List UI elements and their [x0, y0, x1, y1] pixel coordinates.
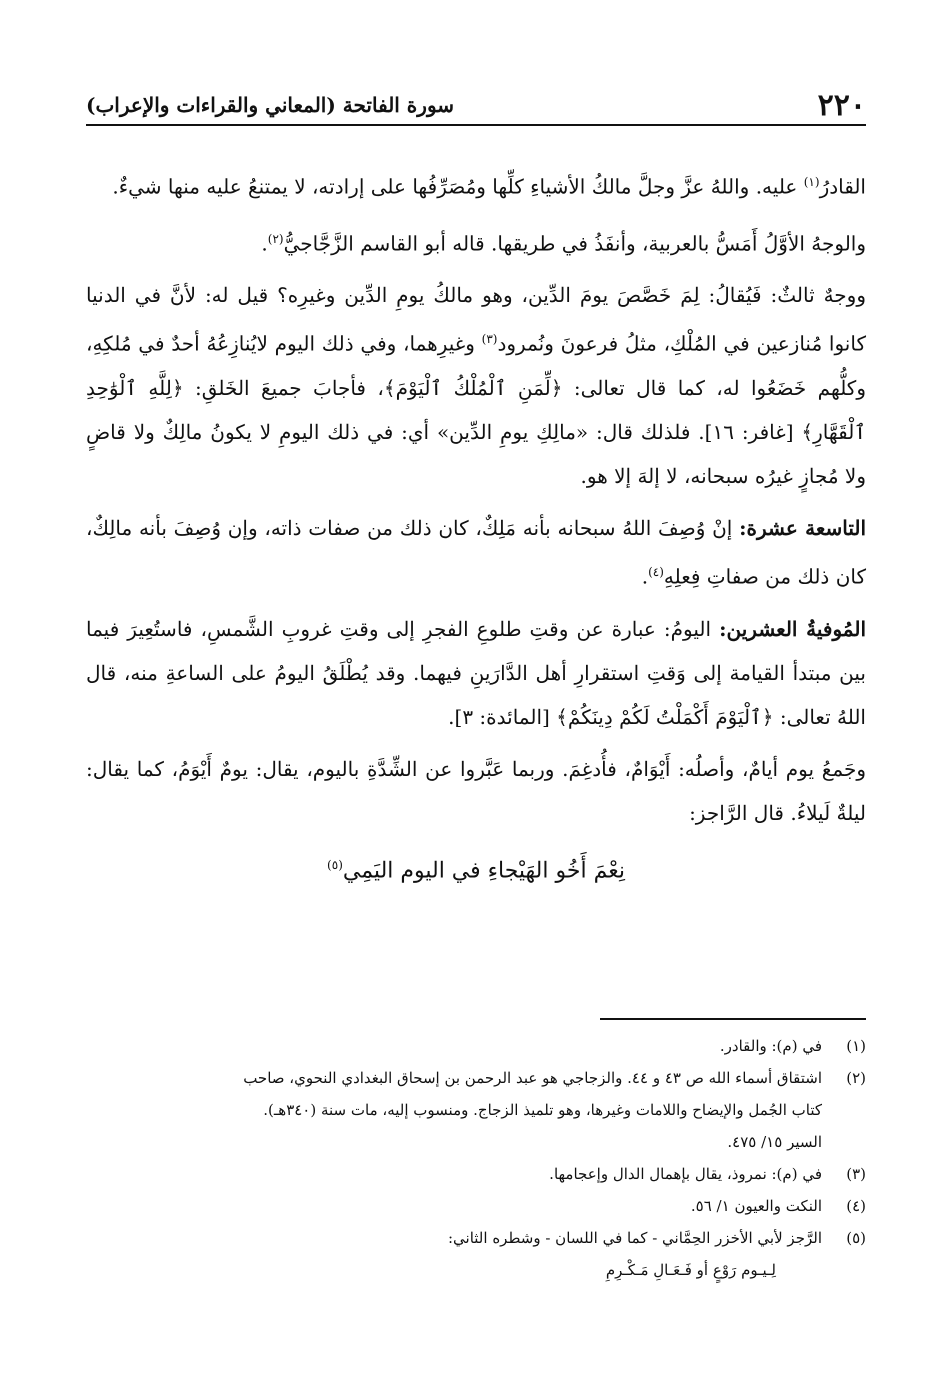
footnote-text: في (م): والقادر. [719, 1037, 822, 1055]
footnote-text: اشتقاق أسماء الله ص ٤٣ و ٤٤. والزجاجي هو عبد الرحمن بن إسحاق البغدادي النحوي، صاحب [243, 1069, 822, 1087]
verse-text: نِعْمَ أَخُو الهَيْجاءِ في اليوم اليَمِي [342, 857, 625, 883]
footnote-marker: (٥) [327, 857, 343, 872]
section-lead: التاسعة عشرة: [739, 515, 867, 540]
paragraph [86, 607, 866, 739]
paragraph [86, 747, 866, 835]
text-run: . [641, 564, 649, 589]
footnote-number: (٣) [846, 1165, 866, 1183]
text-run: . [261, 231, 268, 256]
paragraph [86, 217, 866, 266]
text-run: القادرُ [819, 174, 866, 199]
text-run: وغيرِهما، وفي ذلك اليوم لايُنازِعُهُ أحدٌ في مُلكِهِ، وكلُّهم خَضَعُوا له، كما قال تعالى: ﴿لِّمَنِ ٱلْمُلْكُ ٱلْيَوْمَ﴾، فأجابَ جميعَ الخَلقِ: ﴿لِلَّهِ ٱلْوَٰحِدِ ٱلْقَهَّارِ﴾ [غافر: ١٦]. فلذلك قال: «مالِكِ يومِ الدِّين» أي: في ذلك اليومِ لا يكونُ مالِكٌ ولا قاضٍ ولا مُجازٍ غيرُه سبحانه، لا إلهَ إلا هو. [86, 331, 866, 488]
footnote-divider [600, 1018, 866, 1020]
section-lead: المُوفيةُ العشرين: [719, 616, 866, 641]
footnote-marker: (٢) [267, 231, 284, 246]
footnote-continuation [86, 1126, 866, 1158]
text-run: والوجهُ الأوَّلُ أَمَسُّ بالعربية، وأنفَذُ في طريقها. قاله أبو القاسم الزَّجَّاجيُّ [283, 231, 866, 256]
footnote [86, 1222, 866, 1254]
paragraph [86, 273, 866, 498]
footnote-number: (٢) [846, 1069, 866, 1087]
footnote-text: النكت والعيون ١/ ٥٦. [690, 1197, 822, 1215]
text-run: إنْ وُصِفَ اللهُ سبحانه بأنه مَلِكٌ، كان ذلك من صفات ذاته، وإن وُصِفَ بأنه مالِكٌ، كان ذلك من صفاتِ فِعلِهِ [86, 515, 866, 589]
footnote [86, 1190, 866, 1222]
text-run: ووجهٌ ثالثٌ: فَيُقالُ: لِمَ خَصَّصَ يومَ الدِّين، وهو مالكُ يومِ الدِّين وغيرِه؟ قيل له: لأنَّ في الدنيا كانوا مُنازعين في المُلْكِ، مثلُ فرعونَ ونُمرود [86, 283, 866, 356]
main-text [86, 160, 866, 893]
text-run: وجَمعُ يوم أيامٌ، وأصلُه: أَيْوَامٌ، فأُدغِمَ. وربما عَبَّروا عن الشِّدَّةِ باليوم، يقال: يومٌ أَيْوَمُ، كما يقال: ليلةٌ لَيلاءُ. قال الرَّاجز: [86, 756, 866, 825]
paragraph [86, 160, 866, 209]
footnote [86, 1062, 866, 1094]
footnote-continuation [86, 1094, 866, 1126]
footnote [86, 1030, 866, 1062]
verse-hemistich: لِـيـوم رَوْعٍ أو فَـعَـالِ مَـكْـرِمِ [605, 1261, 776, 1279]
footnote-number: (١) [846, 1037, 866, 1055]
footnote-text: الرَّجز لأبي الأخزر الحِمَّاني - كما في اللسان - وشطره الثاني: [447, 1229, 822, 1247]
footnote-marker: (١) [803, 175, 820, 189]
text-run: اليومُ: عبارة عن وقتِ طلوعِ الفجرِ إلى وقتِ غروبِ الشَّمسِ، فاستُعِيرَ فيما بين مبتدأ القيامة إلى وَقتِ استقرارِ أهل الدَّارَينِ فيهما. وقد يُطْلَقُ اليومُ على الساعةِ منه، قال اللهُ تعالى: ﴿ٱلْيَوْمَ أَكْمَلْتُ لَكُمْ دِينَكُمْ﴾ [المائدة: ٣]. [86, 616, 866, 729]
running-header [86, 86, 866, 126]
footnote-text: السير ١٥/ ٤٧٥. [727, 1133, 822, 1151]
footnote-marker: (٤) [648, 564, 664, 579]
verse-line [86, 843, 866, 893]
paragraph [86, 506, 866, 599]
footnote-text: كتاب الجُمل والإيضاح واللامات وغيرها، وهو تلميذ الزجاج. ومنسوب إليه، مات سنة (٣٤٠هـ). [263, 1101, 822, 1119]
footnotes [86, 1030, 866, 1286]
text-run: عليه. واللهُ عزَّ وجلَّ مالكُ الأشياءِ كلِّها ومُصَرِّفُها على إرادته، لا يمتنعُ عليه منها شيءٌ. [112, 174, 804, 199]
footnote [86, 1158, 866, 1190]
footnote-marker: (٣) [481, 332, 498, 347]
page-number: ٢٢٠ [817, 87, 866, 123]
chapter-title: سورة الفاتحة (المعاني والقراءات والإعراب) [86, 93, 455, 117]
footnote-number: (٤) [846, 1197, 866, 1215]
footnote-number: (٥) [846, 1229, 866, 1247]
footnote-text: في (م): نمروذ، يقال بإهمال الدال وإعجامها. [549, 1165, 822, 1183]
